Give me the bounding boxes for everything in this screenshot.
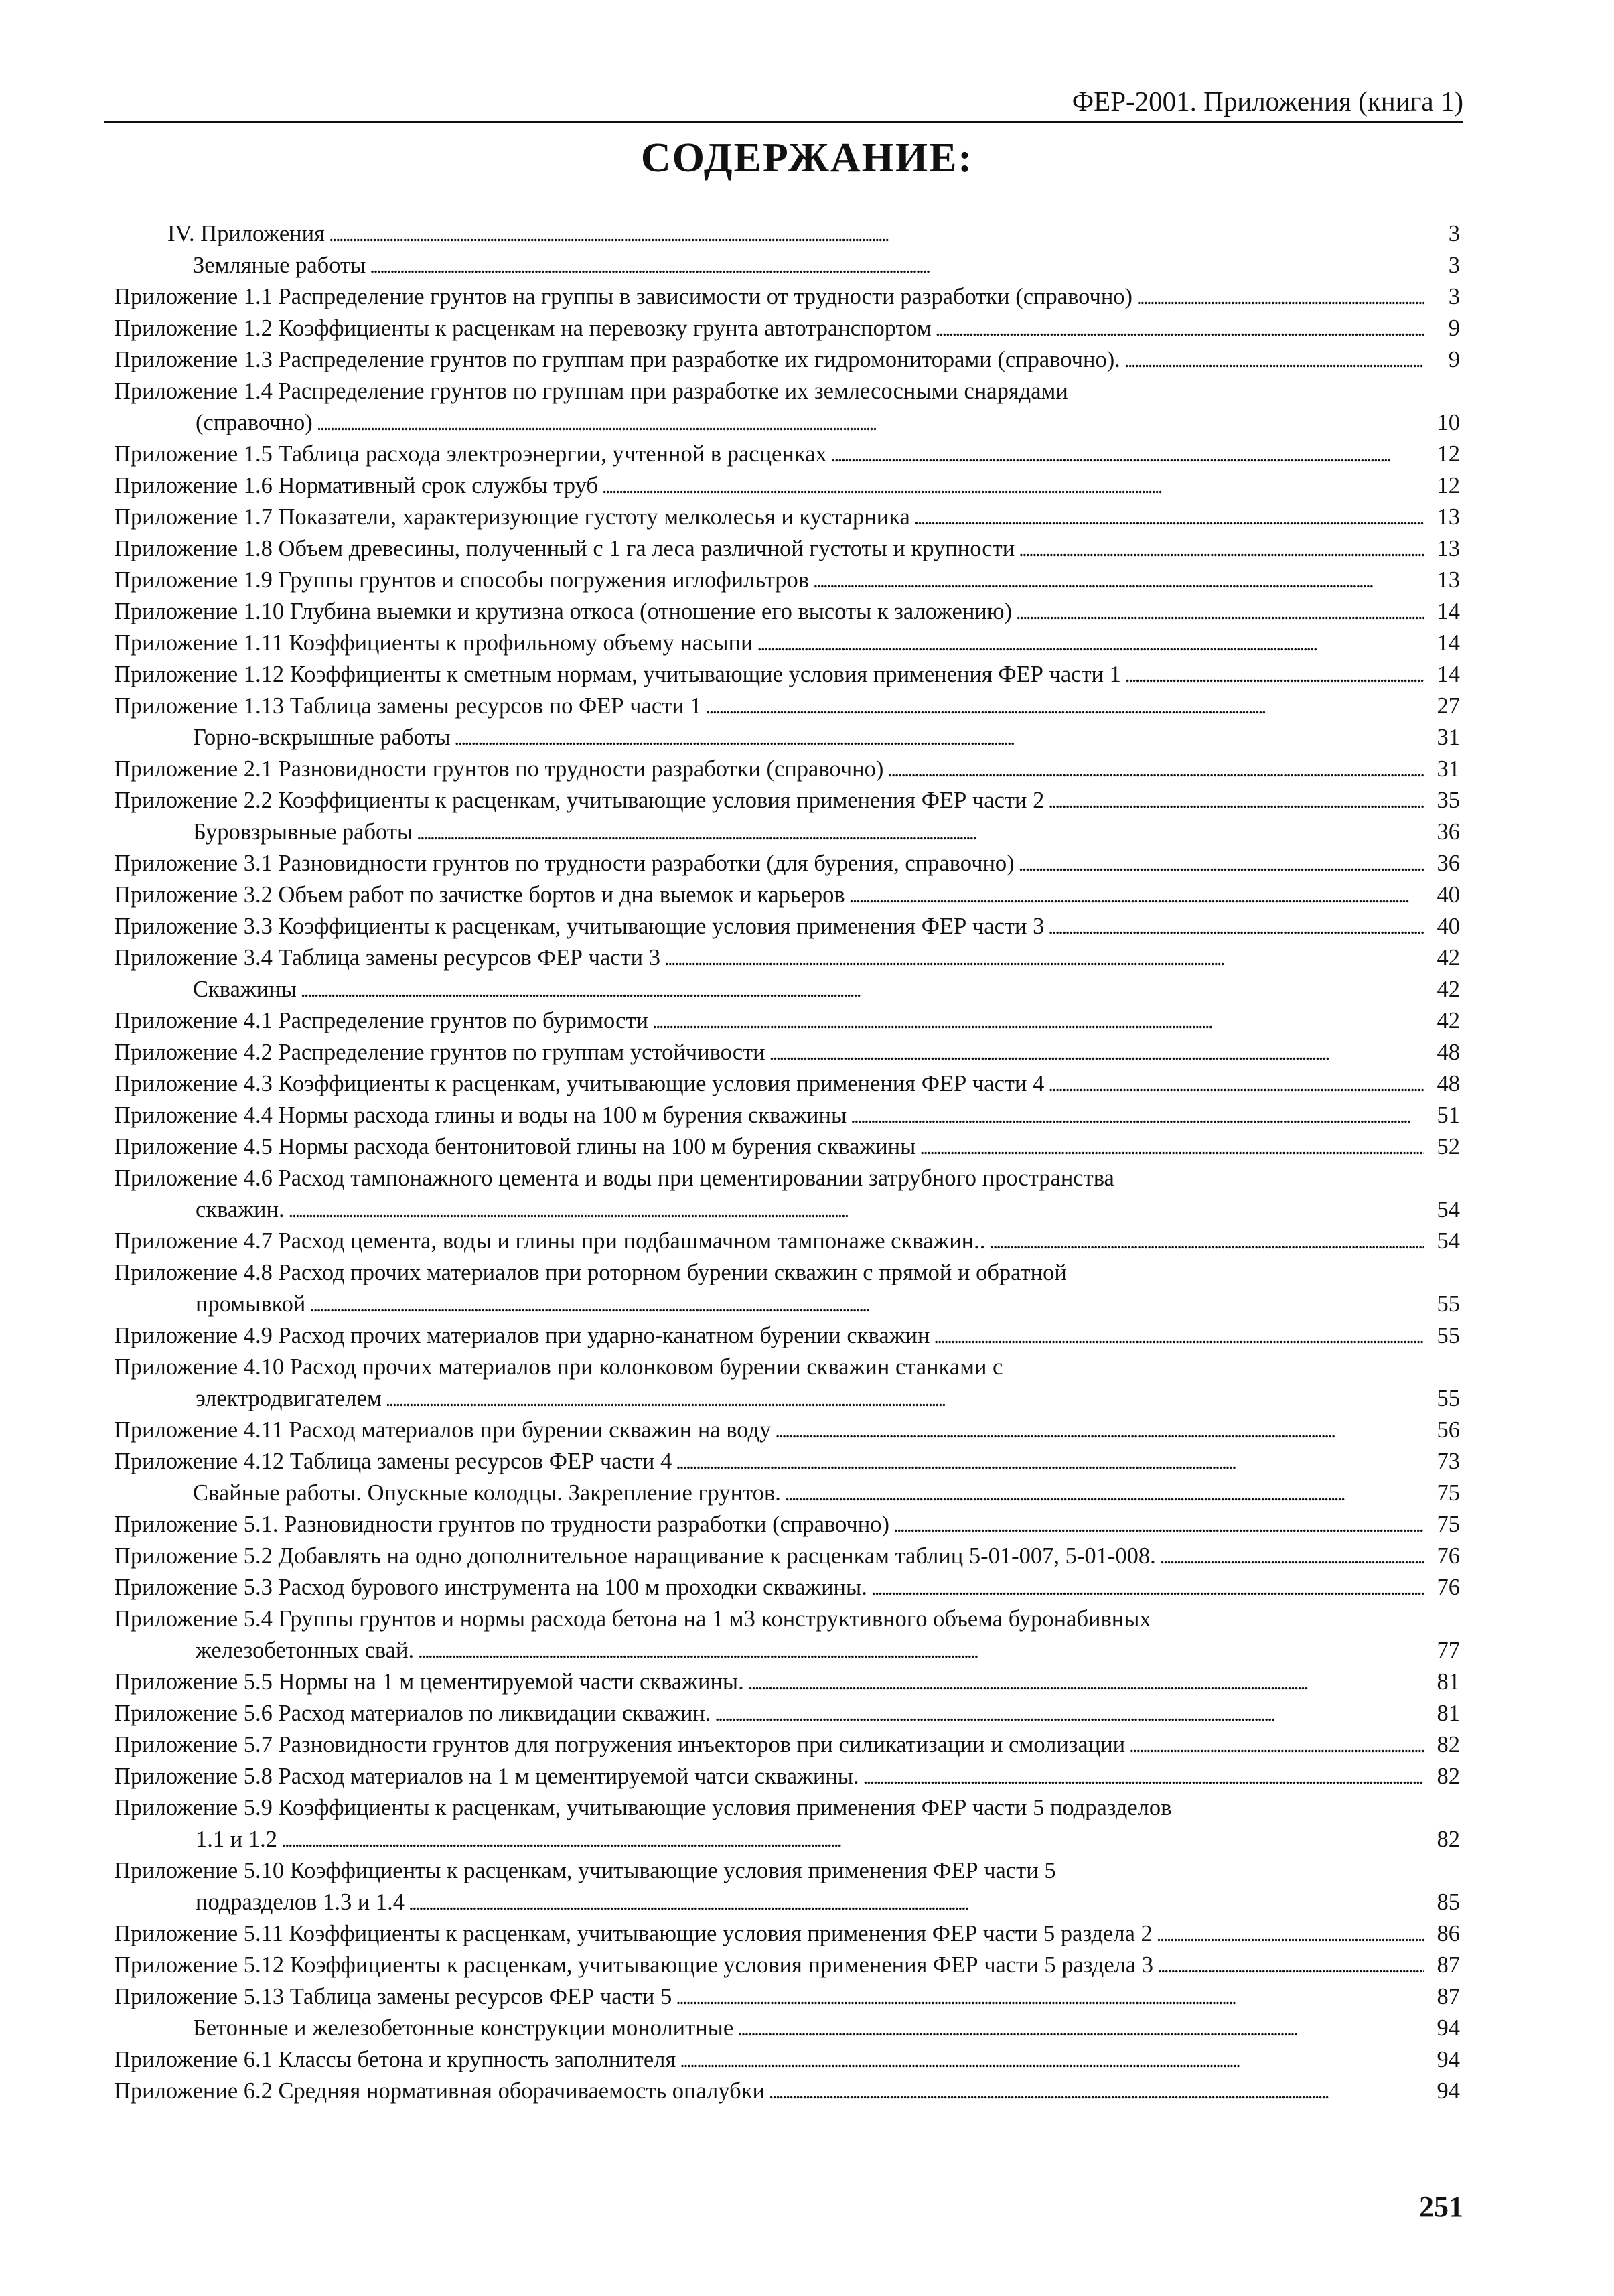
toc-entry-title: Приложение 2.2 Коэффициенты к расценкам, учитывающие условия применения ФЕР части 2: [114, 788, 1045, 813]
toc-entry-line: [114, 1792, 1460, 1824]
dot-leader: [455, 722, 1424, 754]
toc-page-number: 76: [1437, 1575, 1460, 1600]
dot-leader: [920, 1131, 1424, 1163]
toc-entry-title: Приложение 5.10 Коэффициенты к расценкам, учитывающие условия применения ФЕР части 5: [114, 1858, 1056, 1883]
header-rule: [104, 121, 1463, 123]
toc-entry-line: [114, 1415, 1460, 1446]
dot-leader: [748, 1666, 1424, 1698]
toc-entry[interactable]: [114, 218, 1460, 250]
dot-leader: [1160, 1540, 1424, 1572]
toc-entry-title: Приложение 5.5 Нормы на 1 м цементируемой части скважины.: [114, 1669, 744, 1695]
toc-entry-continuation: [114, 1289, 1460, 1320]
toc-entry-title: Приложение 1.6 Нормативный срок службы труб: [114, 473, 598, 498]
toc-entry-title: Приложение 4.9 Расход прочих материалов при ударно-канатном бурении скважин: [114, 1323, 930, 1348]
dot-leader: [936, 313, 1424, 344]
toc-entry-title: Приложение 5.12 Коэффициенты к расценкам, учитывающие условия применения ФЕР части 5 раздела 3: [114, 1952, 1154, 1978]
toc-entry-line: [114, 1478, 1460, 1509]
toc-entry-title: Бетонные и железобетонные конструкции монолитные: [193, 2015, 734, 2041]
toc-entry-title: Приложение 6.2 Средняя нормативная оборачиваемость опалубки: [114, 2078, 765, 2104]
toc-entry-title: Приложение 5.8 Расход материалов на 1 м цементируемой чатси скважины.: [114, 1764, 859, 1789]
dot-leader: [676, 1981, 1424, 2013]
toc-page-number: 42: [1437, 1008, 1460, 1033]
dot-leader: [317, 407, 1424, 439]
dot-leader: [1129, 1729, 1424, 1761]
toc-page-number: 31: [1437, 725, 1460, 750]
toc-page-number: 3: [1448, 221, 1460, 246]
toc-entry-line: [114, 1257, 1460, 1289]
toc-entry-line: [114, 1950, 1460, 1981]
toc-page-number: 36: [1437, 819, 1460, 845]
toc-page-number: 94: [1437, 2015, 1460, 2041]
toc-entry-line: [114, 344, 1460, 376]
toc-entry-title: Приложение 1.12 Коэффициенты к сметным нормам, учитывающие условия применения ФЕР части 1: [114, 662, 1121, 687]
toc-entry-line: [114, 502, 1460, 533]
toc-entry-line: [114, 470, 1460, 502]
toc-entry-line: [114, 1572, 1460, 1603]
toc-entry-title: Свайные работы. Опускные колодцы. Закрепление грунтов.: [193, 1480, 781, 1506]
toc-entry-line: [114, 565, 1460, 596]
toc-entry[interactable]: [114, 1320, 1460, 1352]
toc-entry-line: [114, 1131, 1460, 1163]
toc-entry-title: Приложение 6.1 Классы бетона и крупность заполнителя: [114, 2047, 676, 2072]
toc-page-number: 52: [1437, 1134, 1460, 1159]
dot-leader: [1157, 1950, 1424, 1981]
toc-entry[interactable]: [114, 596, 1460, 628]
toc-entry-title: Приложение 4.1 Распределение грунтов по буримости: [114, 1008, 648, 1033]
toc-page-number: 12: [1437, 441, 1460, 467]
toc-entry-line: [114, 1729, 1460, 1761]
toc-entry-line: [114, 1509, 1460, 1540]
toc-page-number: 48: [1437, 1071, 1460, 1096]
toc-entry-title: электродвигателем: [196, 1386, 382, 1411]
dot-leader: [706, 691, 1424, 722]
toc-entry-title: железобетонных свай.: [196, 1638, 415, 1663]
toc-page-number: 54: [1437, 1197, 1460, 1222]
dot-leader: [769, 1037, 1424, 1068]
dot-leader: [309, 1289, 1424, 1320]
toc-entry[interactable]: [114, 785, 1460, 816]
toc-entry-title: Приложение 3.4 Таблица замены ресурсов ФЕР части 3: [114, 945, 660, 971]
toc-entry[interactable]: [114, 1257, 1460, 1320]
toc-entry-title: Приложение 1.1 Распределение грунтов на группы в зависимости от трудности разработки (справочно): [114, 284, 1133, 309]
toc-page-number: 42: [1437, 977, 1460, 1002]
toc-entry-title: Приложение 4.8 Расход прочих материалов при роторном бурении скважин с прямой и обратной: [114, 1260, 1067, 1285]
dot-leader: [934, 1320, 1424, 1352]
dot-leader: [676, 1446, 1424, 1478]
toc-entry-line: [114, 816, 1460, 848]
toc-entry-title: Приложение 1.7 Показатели, характеризующие густоту мелколесья и кустарника: [114, 504, 910, 530]
toc-entry-line: [114, 1226, 1460, 1257]
dot-leader: [1019, 533, 1424, 565]
toc-entry-line: [114, 1918, 1460, 1950]
toc-page-number: 82: [1437, 1826, 1460, 1852]
dot-leader: [871, 1572, 1424, 1603]
toc-entry-line: [114, 250, 1460, 281]
dot-leader: [680, 2044, 1424, 2076]
toc-entry-title: Приложение 1.4 Распределение грунтов по группам при разработке их землесосными снарядами: [114, 378, 1068, 404]
toc-entry-title: Приложение 1.3 Распределение грунтов по группам при разработке их гидромониторами (справочно).: [114, 347, 1120, 372]
toc-entry[interactable]: [114, 376, 1460, 439]
toc-page-number: 55: [1437, 1291, 1460, 1317]
page-number: 251: [1419, 2190, 1463, 2223]
toc-entry[interactable]: [114, 1100, 1460, 1131]
dot-leader: [831, 439, 1424, 470]
toc-page-number: 82: [1437, 1732, 1460, 1757]
toc-entry[interactable]: [114, 1729, 1460, 1761]
toc-page-number: 87: [1437, 1984, 1460, 2009]
toc-entry-continuation: [114, 1887, 1460, 1918]
toc-entry-title: Приложение 4.3 Коэффициенты к расценкам, учитывающие условия применения ФЕР части 4: [114, 1071, 1045, 1096]
dot-leader: [863, 1761, 1424, 1792]
dot-leader: [1019, 848, 1424, 879]
toc-entry[interactable]: [114, 1509, 1460, 1540]
toc-entry-line: [114, 1761, 1460, 1792]
toc-entry-line: [114, 1005, 1460, 1037]
toc-entry-title: Приложение 5.3 Расход бурового инструмента на 100 м проходки скважины.: [114, 1575, 867, 1600]
dot-leader: [1157, 1918, 1424, 1950]
toc-entry[interactable]: [114, 848, 1460, 879]
toc-entry[interactable]: [114, 1603, 1460, 1666]
toc-entry[interactable]: [114, 1163, 1460, 1226]
toc-entry[interactable]: [114, 2013, 1460, 2044]
toc-entry-title: скважин.: [196, 1197, 285, 1222]
toc-entry[interactable]: [114, 344, 1460, 376]
running-header: ФЕР-2001. Приложения (книга 1): [1072, 86, 1463, 117]
toc-entry[interactable]: [114, 1131, 1460, 1163]
toc-entry-line: [114, 691, 1460, 722]
toc-page-number: 73: [1437, 1449, 1460, 1474]
toc-entry[interactable]: [114, 502, 1460, 533]
toc-entry-line: [114, 1855, 1460, 1887]
toc-entry-title: Приложение 4.2 Распределение грунтов по группам устойчивости: [114, 1039, 765, 1065]
dot-leader: [849, 879, 1424, 911]
dot-leader: [813, 565, 1424, 596]
toc-entry-title: Приложение 4.12 Таблица замены ресурсов ФЕР части 4: [114, 1449, 672, 1474]
dot-leader: [417, 816, 1424, 848]
dot-leader: [602, 470, 1424, 502]
dot-leader: [893, 1509, 1424, 1540]
toc-entry-title: Приложение 1.8 Объем древесины, полученный с 1 га леса различной густоты и крупности: [114, 536, 1015, 561]
toc-entry[interactable]: [114, 1981, 1460, 2013]
dot-leader: [757, 628, 1424, 659]
dot-leader: [785, 1478, 1424, 1509]
dot-leader: [418, 1635, 1424, 1666]
toc-entry-title: Приложение 2.1 Разновидности грунтов по трудности разработки (справочно): [114, 756, 884, 782]
toc-entry[interactable]: [114, 911, 1460, 942]
toc-entry-title: Приложение 5.1. Разновидности грунтов по трудности разработки (справочно): [114, 1512, 889, 1537]
dot-leader: [737, 2013, 1424, 2044]
toc-entry[interactable]: [114, 942, 1460, 974]
toc-entry[interactable]: [114, 1761, 1460, 1792]
toc-page-number: 9: [1448, 347, 1460, 372]
toc-entry-line: [114, 218, 1460, 250]
dot-leader: [851, 1100, 1424, 1131]
toc-entry-line: [114, 2044, 1460, 2076]
toc-page-number: 14: [1437, 599, 1460, 624]
toc-entry-title: Приложение 5.2 Добавлять на одно дополнительное наращивание к расценкам таблиц 5-01-007, 5-01-008.: [114, 1543, 1156, 1569]
toc-entry-line: [114, 439, 1460, 470]
toc-entry-title: Приложение 3.3 Коэффициенты к расценкам, учитывающие условия применения ФЕР части 3: [114, 914, 1045, 939]
toc-entry[interactable]: [114, 879, 1460, 911]
toc-page-number: 82: [1437, 1764, 1460, 1789]
page-title: СОДЕРЖАНИЕ:: [640, 135, 974, 181]
toc-entry[interactable]: [114, 2076, 1460, 2107]
toc-entry[interactable]: [114, 1446, 1460, 1478]
toc-page-number: 55: [1437, 1323, 1460, 1348]
toc-page-number: 85: [1437, 1889, 1460, 1915]
toc-entry-line: [114, 313, 1460, 344]
toc-entry-title: Приложение 5.13 Таблица замены ресурсов ФЕР части 5: [114, 1984, 672, 2009]
dot-leader: [1136, 281, 1424, 313]
toc-page-number: 56: [1437, 1417, 1460, 1443]
toc-entry-title: Буровзрывные работы: [193, 819, 413, 845]
dot-leader: [1016, 596, 1424, 628]
toc-entry-continuation: [114, 407, 1460, 439]
toc-entry-line: [114, 1352, 1460, 1383]
toc-entry-title: Приложение 1.13 Таблица замены ресурсов по ФЕР части 1: [114, 693, 702, 719]
toc-entry[interactable]: [114, 1572, 1460, 1603]
toc-page-number: 42: [1437, 945, 1460, 971]
toc-entry[interactable]: [114, 691, 1460, 722]
toc-entry[interactable]: [114, 816, 1460, 848]
toc-entry[interactable]: [114, 250, 1460, 281]
toc-entry-line: [114, 974, 1460, 1005]
toc-entry-title: Приложение 4.5 Нормы расхода бентонитовой глины на 100 м бурения скважины: [114, 1134, 916, 1159]
dot-leader: [887, 754, 1424, 785]
toc-entry-title: Приложение 5.9 Коэффициенты к расценкам, учитывающие условия применения ФЕР части 5 подразделов: [114, 1795, 1172, 1820]
toc-entry-title: Приложение 5.6 Расход материалов по ликвидации скважин.: [114, 1701, 711, 1726]
toc-entry[interactable]: [114, 659, 1460, 691]
toc-entry[interactable]: [114, 1540, 1460, 1572]
toc-entry-title: Приложение 1.5 Таблица расхода электроэнергии, учтенной в расценках: [114, 441, 827, 467]
toc-entry[interactable]: [114, 1478, 1460, 1509]
toc-entry-line: [114, 596, 1460, 628]
toc-page-number: 76: [1437, 1543, 1460, 1569]
toc-entry[interactable]: [114, 754, 1460, 785]
toc-page-number: 12: [1437, 473, 1460, 498]
toc-page-number: 87: [1437, 1952, 1460, 1978]
dot-leader: [664, 942, 1424, 974]
toc-page-number: 77: [1437, 1638, 1460, 1663]
toc-entry-line: [114, 1100, 1460, 1131]
dot-leader: [281, 1824, 1424, 1855]
toc-entry-line: [114, 533, 1460, 565]
toc-page-number: 10: [1437, 410, 1460, 435]
toc-entry-title: Приложение 5.4 Группы грунтов и нормы расхода бетона на 1 м3 конструктивного объема буронабивных: [114, 1606, 1151, 1632]
dot-leader: [1048, 785, 1424, 816]
toc-entry[interactable]: [114, 1666, 1460, 1698]
toc-entry-line: [114, 1698, 1460, 1729]
toc-page-number: 27: [1437, 693, 1460, 719]
toc-entry-line: [114, 2076, 1460, 2107]
toc-entry-title: (справочно): [196, 410, 313, 435]
dot-leader: [386, 1383, 1424, 1415]
dot-leader: [409, 1887, 1424, 1918]
dot-leader: [652, 1005, 1424, 1037]
toc-entry-line: [114, 722, 1460, 754]
toc-entry[interactable]: [114, 1855, 1460, 1918]
toc-page-number: 40: [1437, 914, 1460, 939]
toc-entry-continuation: [114, 1383, 1460, 1415]
toc-entry-line: [114, 1163, 1460, 1194]
toc-entry-title: Приложение 4.10 Расход прочих материалов при колонковом бурении скважин станками с: [114, 1354, 1003, 1380]
toc-entry-title: Приложение 4.4 Нормы расхода глины и воды на 100 м бурения скважины: [114, 1102, 847, 1128]
toc-page-number: 13: [1437, 567, 1460, 593]
toc-page-number: 94: [1437, 2078, 1460, 2104]
toc-entry-title: Горно-вскрышные работы: [193, 725, 451, 750]
toc-page-number: 13: [1437, 536, 1460, 561]
toc-entry-title: Приложение 1.9 Группы грунтов и способы погружения иглофильтров: [114, 567, 810, 593]
dot-leader: [769, 2076, 1424, 2107]
toc-page-number: 14: [1437, 630, 1460, 656]
toc-entry[interactable]: [114, 533, 1460, 565]
toc-page-number: 54: [1437, 1228, 1460, 1254]
toc-entry-line: [114, 911, 1460, 942]
toc-entry-title: Приложение 3.1 Разновидности грунтов по трудности разработки (для бурения, справочно): [114, 851, 1015, 876]
dot-leader: [329, 218, 1424, 250]
dot-leader: [914, 502, 1424, 533]
toc-entry-line: [114, 848, 1460, 879]
dot-leader: [1048, 911, 1424, 942]
toc-entry[interactable]: [114, 628, 1460, 659]
toc-entry-line: [114, 1037, 1460, 1068]
toc-page-number: 51: [1437, 1102, 1460, 1128]
toc-entry-line: [114, 785, 1460, 816]
toc-page-number: 14: [1437, 662, 1460, 687]
toc-entry-line: [114, 1981, 1460, 2013]
toc-entry-title: Приложение 4.11 Расход материалов при бурении скважин на воду: [114, 1417, 772, 1443]
dot-leader: [1124, 344, 1424, 376]
toc-entry-line: [114, 1666, 1460, 1698]
toc-entry-title: Приложение 1.11 Коэффициенты к профильному объему насыпи: [114, 630, 753, 656]
toc-page-number: 13: [1437, 504, 1460, 530]
dot-leader: [775, 1415, 1424, 1446]
dot-leader: [1125, 659, 1424, 691]
toc-entry-title: Приложение 5.7 Разновидности грунтов для погружения инъекторов при силикатизации и смолизации: [114, 1732, 1126, 1757]
toc-entry[interactable]: [114, 722, 1460, 754]
toc-page-number: 81: [1437, 1701, 1460, 1726]
toc-entry-title: промывкой: [196, 1291, 306, 1317]
toc-entry-line: [114, 1320, 1460, 1352]
toc-entry-line: [114, 1603, 1460, 1635]
toc-page-number: 48: [1437, 1039, 1460, 1065]
toc-page-number: 9: [1448, 315, 1460, 341]
toc-entry[interactable]: [114, 470, 1460, 502]
toc-entry-line: [114, 659, 1460, 691]
toc-entry-title: подразделов 1.3 и 1.4: [196, 1889, 405, 1915]
toc-entry[interactable]: [114, 313, 1460, 344]
dot-leader: [301, 974, 1424, 1005]
toc-entry-title: Приложение 4.7 Расход цемента, воды и глины при подбашмачном тампонаже скважин..: [114, 1228, 986, 1254]
toc-entry-title: Приложение 1.2 Коэффициенты к расценкам на перевозку грунта автотранспортом: [114, 315, 932, 341]
toc-entry[interactable]: [114, 281, 1460, 313]
toc-page-number: 40: [1437, 882, 1460, 908]
toc-entry[interactable]: [114, 1005, 1460, 1037]
table-of-contents: [114, 218, 1460, 2107]
toc-entry-line: [114, 376, 1460, 407]
toc-entry-title: Приложение 4.6 Расход тампонажного цемента и воды при цементировании затрубного пространства: [114, 1165, 1114, 1191]
toc-entry[interactable]: [114, 974, 1460, 1005]
toc-page-number: 31: [1437, 756, 1460, 782]
toc-entry[interactable]: [114, 1037, 1460, 1068]
toc-entry[interactable]: [114, 1226, 1460, 1257]
toc-page-number: 75: [1437, 1480, 1460, 1506]
toc-page-number: 75: [1437, 1512, 1460, 1537]
toc-page-number: 81: [1437, 1669, 1460, 1695]
toc-page-number: 36: [1437, 851, 1460, 876]
toc-entry[interactable]: [114, 1698, 1460, 1729]
toc-entry-title: Приложение 3.2 Объем работ по зачистке бортов и дна выемок и карьеров: [114, 882, 845, 908]
toc-page-number: 86: [1437, 1921, 1460, 1946]
toc-entry-title: IV. Приложения: [167, 221, 325, 246]
dot-leader: [715, 1698, 1424, 1729]
toc-entry-title: Приложение 5.11 Коэффициенты к расценкам, учитывающие условия применения ФЕР части 5 раздела 2: [114, 1921, 1153, 1946]
toc-entry-continuation: [114, 1635, 1460, 1666]
toc-entry-line: [114, 754, 1460, 785]
toc-entry-line: [114, 942, 1460, 974]
toc-page-number: 55: [1437, 1386, 1460, 1411]
toc-page-number: 35: [1437, 788, 1460, 813]
toc-entry-line: [114, 628, 1460, 659]
toc-entry[interactable]: [114, 1918, 1460, 1950]
toc-entry-line: [114, 1068, 1460, 1100]
toc-entry[interactable]: [114, 1415, 1460, 1446]
toc-entry[interactable]: [114, 1352, 1460, 1415]
dot-leader: [1048, 1068, 1424, 1100]
toc-entry-title: Земляные работы: [193, 253, 366, 278]
toc-entry[interactable]: [114, 1950, 1460, 1981]
toc-entry-title: Приложение 1.10 Глубина выемки и крутизна откоса (отношение его высоты к заложению): [114, 599, 1013, 624]
toc-entry[interactable]: [114, 565, 1460, 596]
toc-entry[interactable]: [114, 439, 1460, 470]
toc-entry[interactable]: [114, 2044, 1460, 2076]
toc-entry-line: [114, 879, 1460, 911]
toc-entry-continuation: [114, 1194, 1460, 1226]
toc-page-number: 3: [1448, 284, 1460, 309]
toc-page-number: 94: [1437, 2047, 1460, 2072]
dot-leader: [989, 1226, 1424, 1257]
toc-page-number: 3: [1448, 253, 1460, 278]
dot-leader: [370, 250, 1424, 281]
toc-entry[interactable]: [114, 1068, 1460, 1100]
toc-entry-title: 1.1 и 1.2: [196, 1826, 277, 1852]
toc-entry[interactable]: [114, 1792, 1460, 1855]
dot-leader: [289, 1194, 1424, 1226]
toc-entry-line: [114, 2013, 1460, 2044]
toc-entry-line: [114, 1446, 1460, 1478]
toc-entry-line: [114, 281, 1460, 313]
toc-entry-line: [114, 1540, 1460, 1572]
toc-entry-continuation: [114, 1824, 1460, 1855]
toc-entry-title: Скважины: [193, 977, 297, 1002]
